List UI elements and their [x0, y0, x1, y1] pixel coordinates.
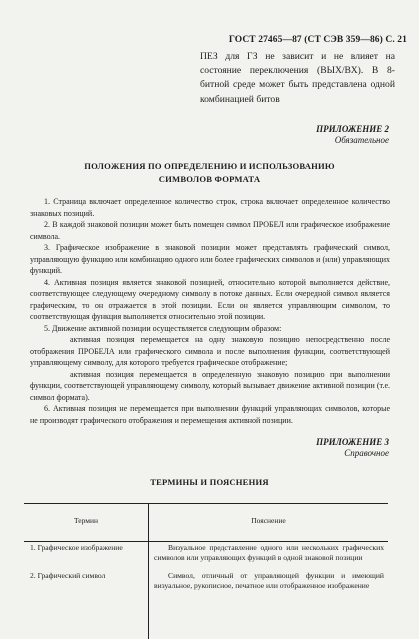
page-header: ГОСТ 27465—87 (СТ СЭВ 359—86) С. 21 — [228, 35, 407, 45]
section-1-title-line-1: ПОЛОЖЕНИЯ ПО ОПРЕДЕЛЕНИЮ И ИСПОЛЬЗОВАНИЮ — [84, 161, 335, 171]
appendix-3-title: ПРИЛОЖЕНИЕ 3 — [316, 437, 389, 447]
continuation-text: ПЕЗ для ГЗ не зависит и не влияет на состояние переключения (ВЫХ/ВХ). В 8-битной среде может быть представлена одной комбинацией битов — [200, 51, 395, 105]
appendix-3-subtitle: Справочное — [344, 448, 389, 458]
paragraph-1: 1. Страница включает определенное количество строк, строка включает определенное количество знаковых позиций. — [30, 197, 390, 218]
paragraph-5b: активная позиция перемещается в определенную знаковую позицию при выполнении функции, соответствующей управляющему символу, который вызывает движение активной позиции (т.е. символ формата). — [30, 369, 390, 402]
table-row-2-term: 2. Графический символ — [30, 571, 106, 580]
paragraph-6: 6. Активная позиция не перемещается при выполнении функций управляющих символов, которые не производят графического отображения и перемещения активной позиции. — [30, 404, 390, 425]
paragraph-5a: активная позиция перемещается на одну знаковую позицию непосредственно после отображения ПРОБЕЛА или графического символа и после выполнения функции, соответствующей управляющему символу, для которого требуется графическое отображение; — [30, 335, 390, 367]
appendix-2-title: ПРИЛОЖЕНИЕ 2 — [316, 124, 389, 134]
appendix-2-subtitle: Обязательное — [334, 135, 389, 145]
paragraph-4: 4. Активная позиция является знаковой позицией, относительно которой выполняется действие, соответствующее следующему очередному символу в потоке данных. Если очередной символ является графическим, то он отражается в этой позиции. Если он является управляющим символом, то соответствующая функция выполняется относительно этой позиции. — [30, 277, 390, 321]
section-1-body — [30, 196, 390, 426]
paragraph-2: 2. В каждой знаковой позиции может быть помещен символ ПРОБЕЛ или графическое изображение символа. — [30, 220, 390, 241]
table-row-1-term: 1. Графическое изображение — [30, 543, 123, 552]
table-header-rule — [24, 541, 388, 542]
table-header-term: Термин — [73, 516, 99, 525]
paragraph-5: 5. Движение активной позиции осуществляется следующим образом: — [44, 323, 282, 333]
appendix-2-label — [316, 124, 389, 146]
section-2-title: ТЕРМИНЫ И ПОЯСНЕНИЯ — [150, 477, 269, 487]
table-header-explanation: Пояснение — [251, 516, 286, 525]
paragraph-3: 3. Графическое изображение в знаковой позиции может представлять графический символ, управляющую функцию или комбинацию одного или более графических символов и (или) управляющих функций. — [30, 243, 390, 275]
table-row-2-explanation: Символ, отличный от управляющей функции и имеющий визуальное, рукописное, печатное или отображенное изображение — [154, 571, 384, 590]
terms-table — [24, 503, 388, 639]
appendix-3-label — [316, 437, 389, 459]
section-1-title-line-2: СИМВОЛОВ ФОРМАТА — [158, 174, 261, 184]
table-top-rule — [24, 503, 388, 504]
table-row-1-explanation: Визуальное представление одного или нескольких графических символов или управляющих функций в одной знаковой позиции — [154, 543, 384, 562]
section-1-title — [0, 160, 419, 186]
